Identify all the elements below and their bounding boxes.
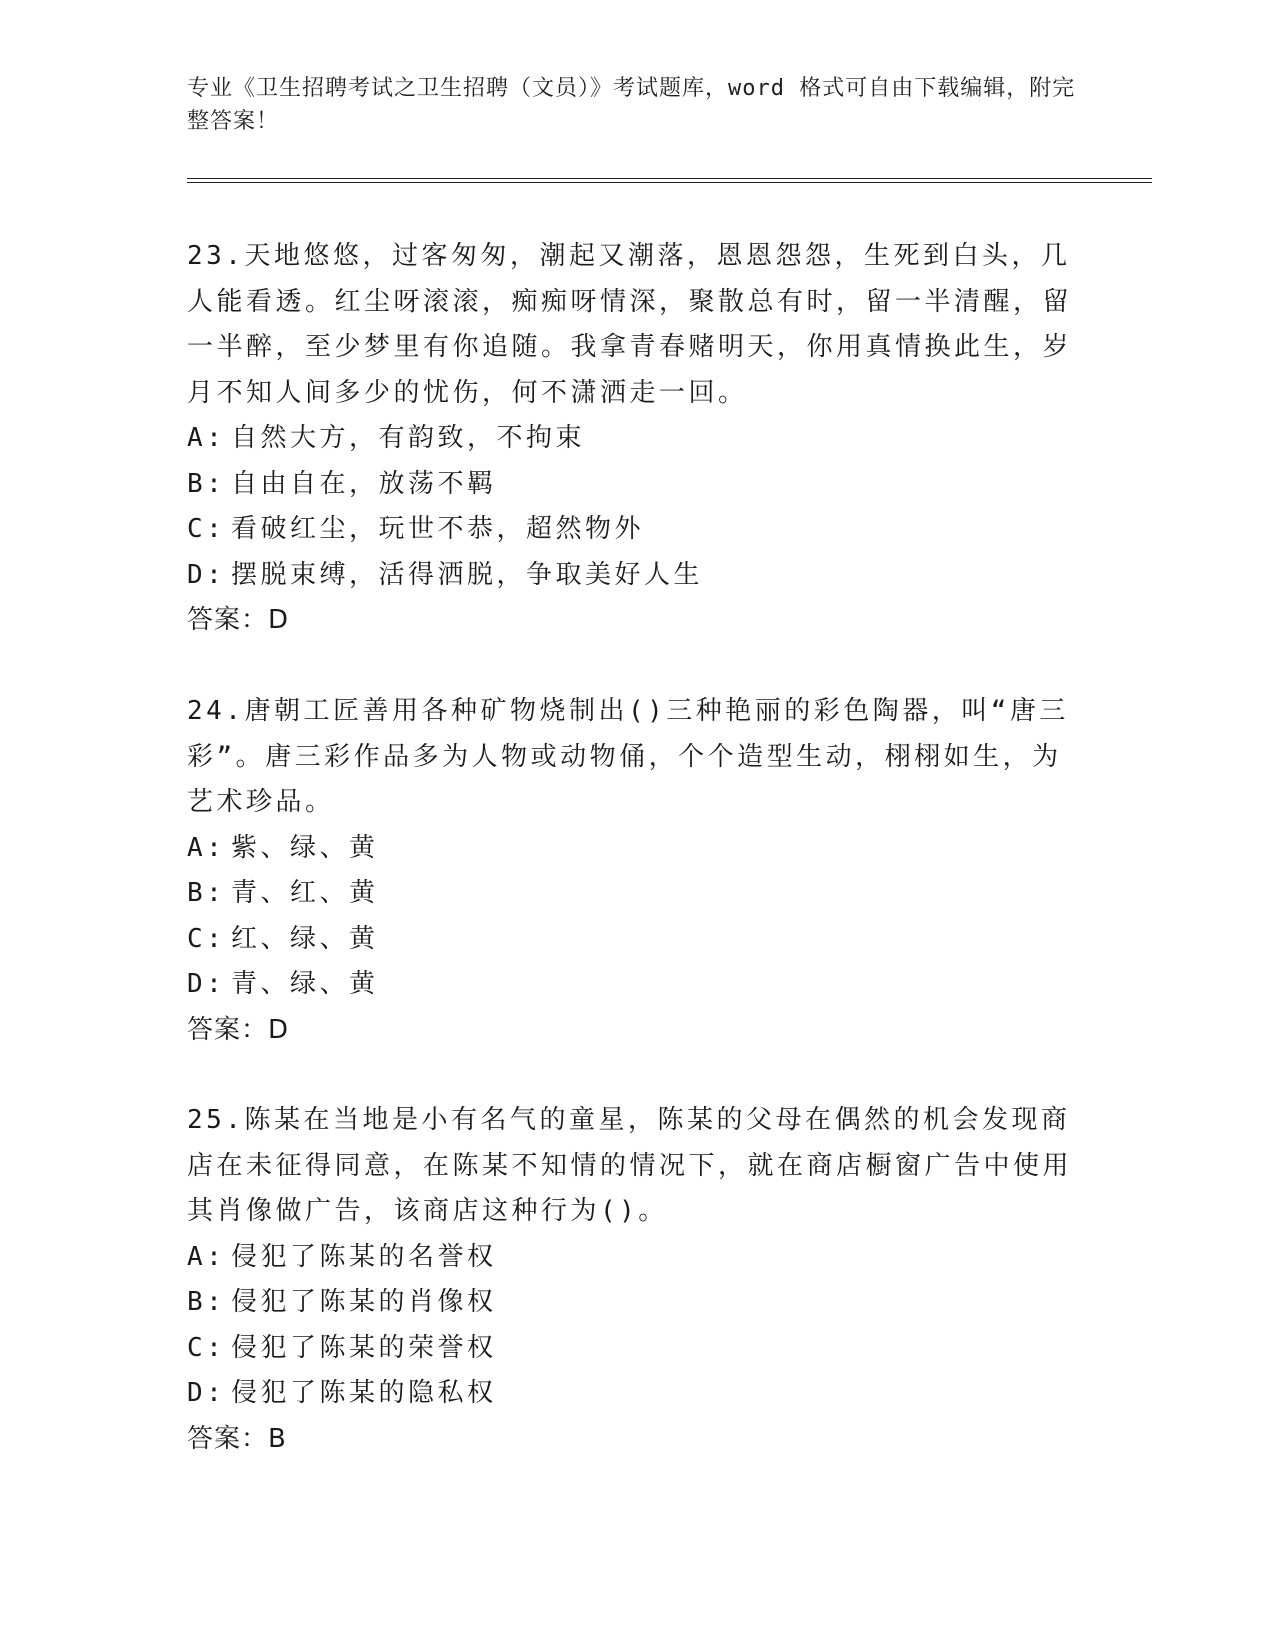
option-key: B: — [187, 878, 226, 908]
option-c — [187, 507, 1077, 553]
option-text: 红、绿、黄 — [231, 923, 379, 954]
option-text: 侵犯了陈某的隐私权 — [231, 1378, 497, 1408]
option-key: D: — [187, 969, 226, 999]
option-text: 看破红尘，玩世不恭，超然物外 — [231, 514, 645, 544]
option-key: A: — [187, 1241, 226, 1272]
option-text: 侵犯了陈某的肖像权 — [231, 1287, 497, 1317]
option-key: A: — [187, 423, 226, 453]
option-text: 紫、绿、黄 — [231, 832, 379, 863]
option-key: C: — [187, 514, 226, 544]
option-c — [187, 1326, 1077, 1372]
question-24 — [187, 689, 1077, 1053]
question-stem: 25.陈某在当地是小有名气的童星，陈某的父母在偶然的机会发现商店在未征得同意，在陈某不知情的情况下，就在商店橱窗广告中使用其肖像做广告，该商店这种行为()。 — [187, 1105, 1073, 1226]
option-text: 青、红、黄 — [231, 878, 379, 908]
option-key: B: — [187, 468, 226, 499]
question-23 — [187, 234, 1077, 644]
option-key: D: — [187, 559, 226, 590]
option-d — [187, 1371, 1077, 1417]
question-stem: 24.唐朝工匠善用各种矿物烧制出()三种艳丽的彩色陶器，叫“唐三彩”。唐三彩作品多为人物或动物俑，个个造型生动，栩栩如生，为艺术珍品。 — [187, 696, 1069, 817]
option-b — [187, 462, 1077, 508]
option-text: 自然大方，有韵致，不拘束 — [231, 423, 586, 453]
option-text: 自由自在，放荡不羁 — [231, 468, 497, 499]
option-d — [187, 962, 1077, 1008]
answer-line: 答案：D — [187, 605, 290, 635]
option-text: 侵犯了陈某的荣誉权 — [231, 1332, 497, 1363]
option-text: 摆脱束缚，活得洒脱，争取美好人生 — [231, 559, 704, 590]
document-header: 专业《卫生招聘考试之卫生招聘（文员）》考试题库，word 格式可自由下载编辑，附完整答案！ — [187, 76, 1076, 134]
option-key: A: — [187, 832, 226, 863]
option-d — [187, 553, 1077, 599]
answer-line: 答案：B — [187, 1423, 287, 1454]
option-text: 青、绿、黄 — [231, 969, 379, 999]
question-25 — [187, 1098, 1077, 1462]
option-a — [187, 1235, 1077, 1281]
option-a — [187, 416, 1077, 462]
option-c — [187, 917, 1077, 963]
option-key: C: — [187, 923, 226, 954]
option-b — [187, 1280, 1077, 1326]
answer-line: 答案：D — [187, 1014, 290, 1045]
option-key: D: — [187, 1378, 226, 1408]
header-divider — [187, 178, 1152, 183]
option-key: C: — [187, 1332, 226, 1363]
option-b — [187, 871, 1077, 917]
option-text: 侵犯了陈某的名誉权 — [231, 1241, 497, 1272]
option-key: B: — [187, 1287, 226, 1317]
option-a — [187, 826, 1077, 872]
question-stem: 23.天地悠悠，过客匆匆，潮起又潮落，恩恩怨怨，生死到白头，几人能看透。红尘呀滚滚，痴痴呀情深，聚散总有时，留一半清醒，留一半醉，至少梦里有你追随。我拿青春赌明天，你用真情换此生，岁月不知人间多少的忧伤，何不潇洒走一回。 — [187, 241, 1073, 408]
